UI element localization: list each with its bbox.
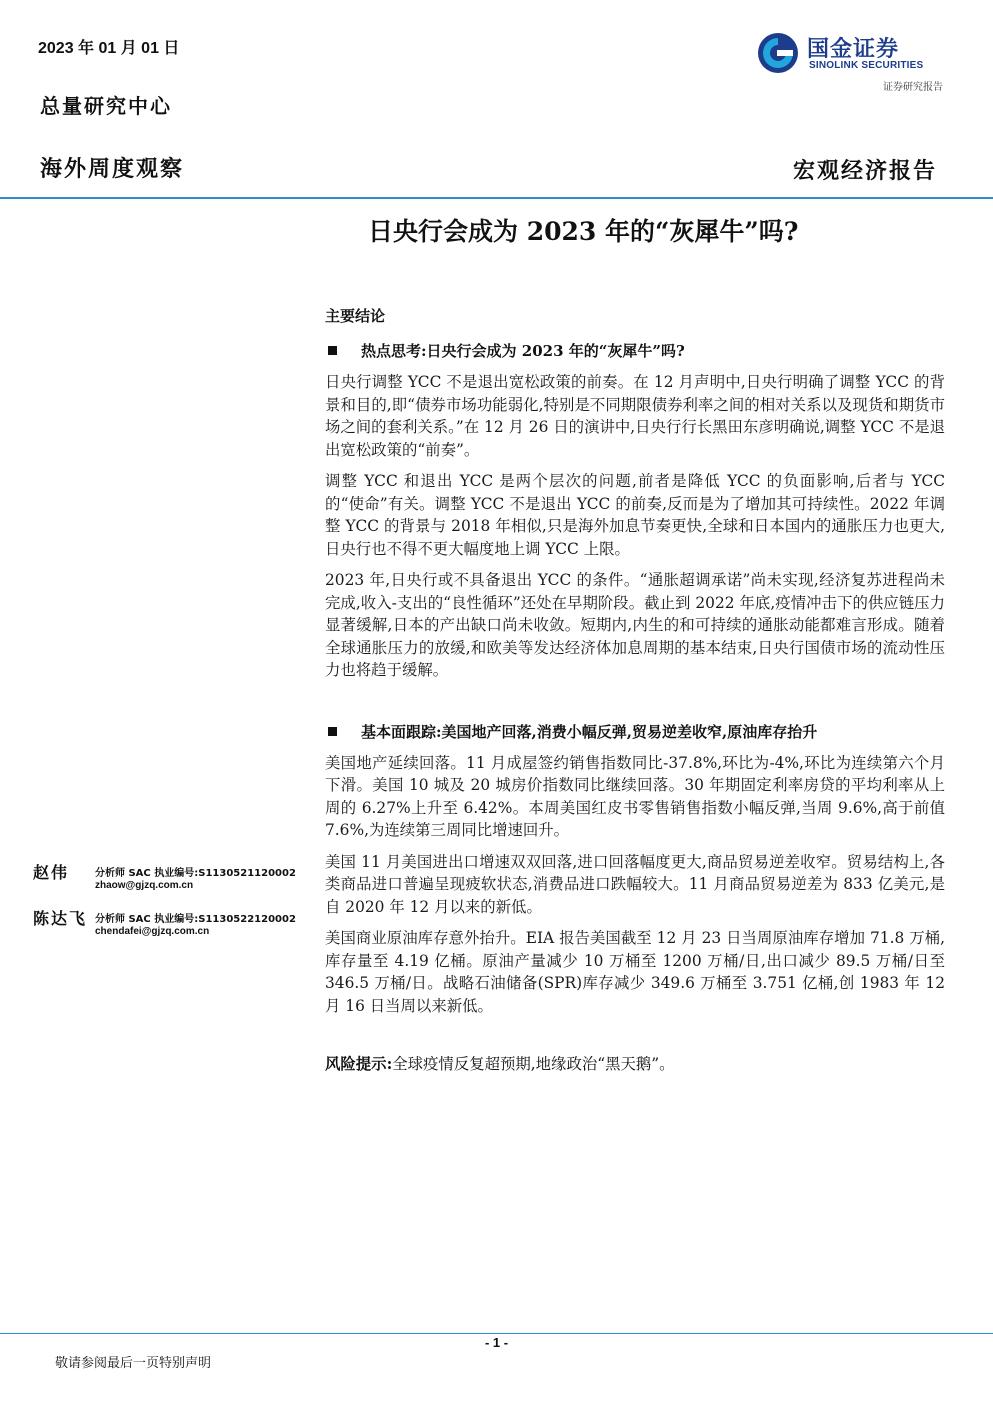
risk-note [325,1052,945,1074]
bullet-heading-1 [325,340,945,361]
bullet-square-icon [328,346,337,355]
paragraph-2: 调整 YCC 和退出 YCC 是两个层次的问题,前者是降低 YCC 的负面影响,后者与 YCC 的“使命”有关。调整 YCC 不是退出 YCC 的前奏,反而是为了增加其可持续性。2022 年调整 YCC 的背景与 2018 年相似,只是海外加息节奏更快,全球和日本国内的通胀压力也更大,日央行也不得不更大幅度地上调 YCC 上限。 [325,472,945,558]
analyst-name: 赵伟 [33,863,70,882]
logo-en-text: SINOLINK SECURITIES [809,60,924,71]
bullet-heading-2 [325,721,945,742]
analyst-name: 陈达飞 [33,909,88,928]
analyst-cert: 分析师 SAC 执业编号:S1130522120002 [95,914,296,925]
bullet-square-icon [328,727,337,736]
risk-text: 全球疫情反复超预期,地缘政治“黑天鹅”。 [392,1055,675,1073]
risk-label: 风险提示: [325,1055,393,1073]
bottom-rule [0,1333,993,1334]
main-content [325,305,945,1074]
paragraph-4: 美国地产延续回落。11 月成屋签约销售指数同比-37.8%,环比为-4%,环比为连续第六个月下滑。美国 10 城及 20 城房价指数同比继续回落。30 年期固定利率房贷的平均利率从上周的 6.27%上升至 6.42%。本周美国红皮书零售销售指数小幅反弹,当周 9.6%,高于前值 7.6%,为连续第三周同比增速回升。 [325,753,945,839]
footer-disclaimer: 敬请参阅最后一页特别声明 [55,1356,212,1371]
paragraph-5: 美国 11 月美国进出口增速双双回落,进口回落幅度更大,商品贸易逆差收窄。贸易结构上,各类商品进口普遍呈现疲软状态,消费品进口跌幅较大。11 月商品贸易逆差为 833 亿美元,是自 2020 年 12 月以来的新低。 [325,852,945,916]
report-type-label: 宏观经济报告 [792,158,937,184]
report-date: 2023 年 01 月 01 日 [38,40,180,57]
logo-cn-text: 国金证券 [807,37,900,62]
top-rule [0,197,993,199]
section-title: 主要结论 [325,307,386,325]
paragraph-3: 2023 年,日央行或不具备退出 YCC 的条件。“通胀超调承诺”尚未实现,经济复苏进程尚未完成,收入-支出的“良性循环”还处在早期阶段。截止到 2022 年底,疫情冲击下的供应链压力显著缓解,日本的产出缺口尚未收敛。短期内,内生的和可持续的通胀动能都难言形成。随着全球通胀压力的放缓,和欧美等发达经济体加息周期的基本结束,日央行国债市场的流动性压力也将趋于缓解。 [325,571,945,679]
department-label: 总量研究中心 [40,94,172,118]
analyst-cert: 分析师 SAC 执业编号:S1130521120002 [95,868,296,879]
logo-subtitle: 证券研究报告 [883,82,943,93]
paragraph-6: 美国商业原油库存意外抬升。EIA 报告美国截至 12 月 23 日当周原油库存增加 71.8 万桶,库存量至 4.19 亿桶。原油产量减少 10 万桶至 1200 万桶/日,出口减少 89.5 万桶/日至 346.5 万桶/日。战略石油储备(SPR)库存减少 349.6 万桶至 3.751 亿桶,创 1983 年 12 月 16 日当周以来新低。 [325,929,945,1015]
bullet-heading-2-text: 基本面跟踪:美国地产回落,消费小幅反弹,贸易逆差收窄,原油库存抬升 [361,722,818,741]
analyst-email: zhaow@gjzq.com.cn [95,880,194,891]
report-title: 日央行会成为 2023 年的“灰犀牛”吗? [368,217,799,246]
page-number: - 1 - [484,1335,509,1350]
series-label: 海外周度观察 [40,156,185,182]
analyst-email: chendafei@gjzq.com.cn [95,926,210,937]
paragraph-1: 日央行调整 YCC 不是退出宽松政策的前奏。在 12 月声明中,日央行明确了调整 YCC 的背景和目的,即“债券市场功能弱化,特别是不同期限债券利率之间的相对关系以及现货和期货市场之间的套利关系。”在 12 月 26 日的演讲中,日央行行长黑田东彦明确说,调整 YCC 不是退出宽松政策的“前奏”。 [325,373,945,459]
logo-mark-icon [757,32,799,74]
company-logo [757,30,943,76]
bullet-heading-1-text: 热点思考:日央行会成为 2023 年的“灰犀牛”吗? [361,342,685,360]
